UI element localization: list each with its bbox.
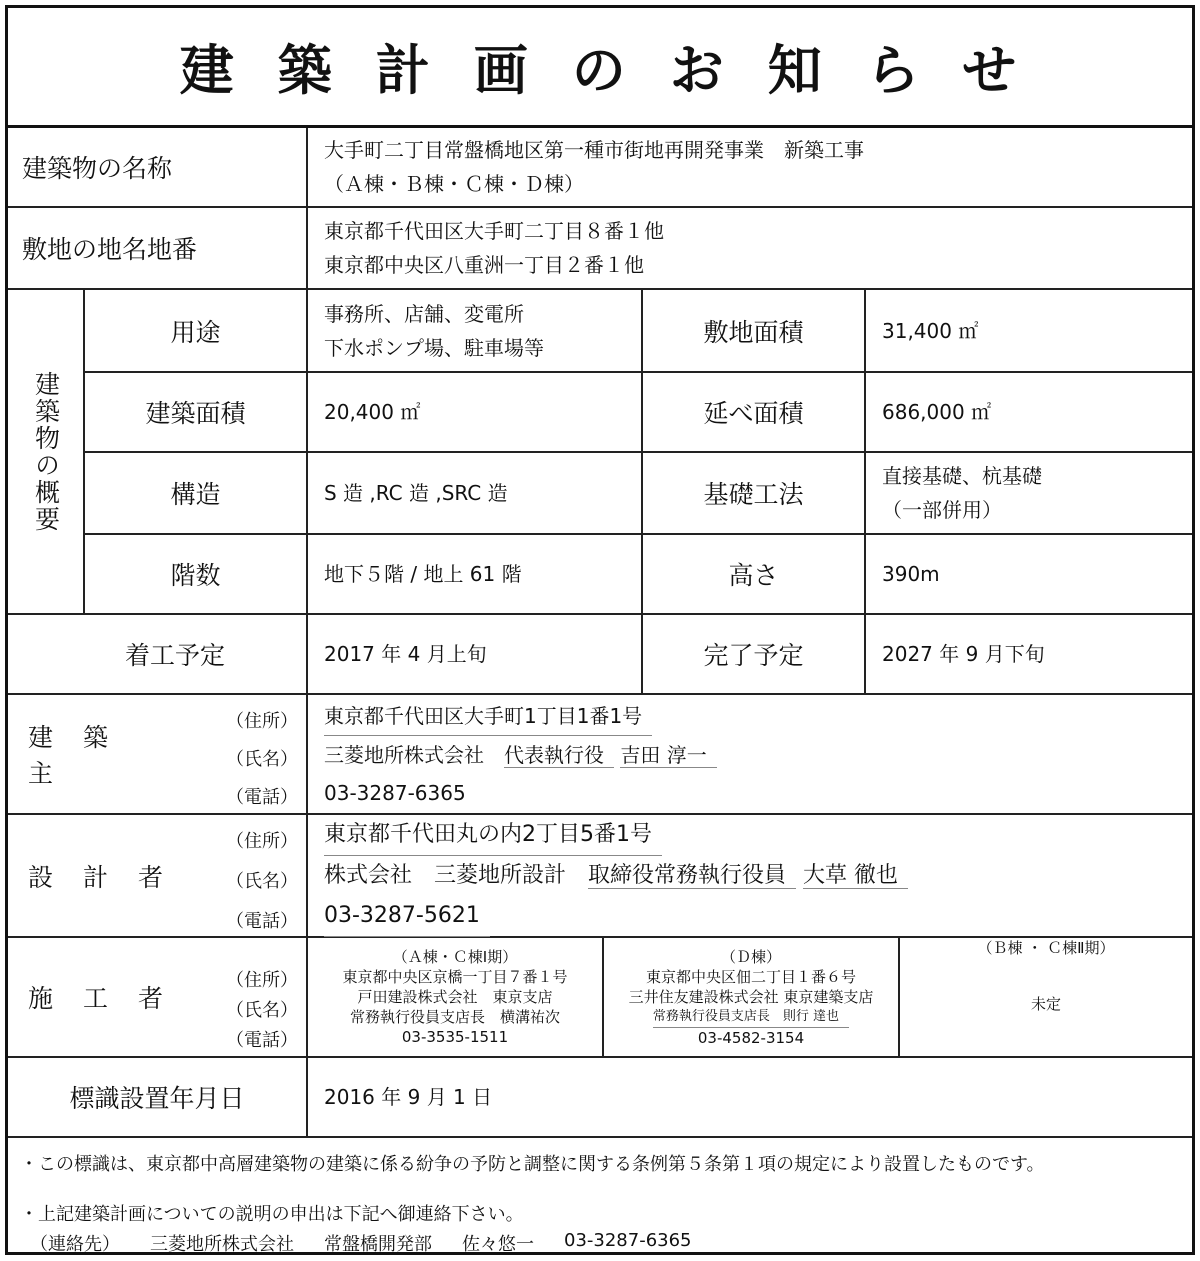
structure-value: S 造 ,RC 造 ,SRC 造 <box>308 453 643 535</box>
site-area-label: 敷地面積 <box>643 290 866 373</box>
use-line1: 事務所、店舗、変電所 <box>324 301 524 326</box>
contact-label: （連絡先） <box>30 1234 120 1255</box>
designer-value <box>308 815 1192 938</box>
page-title: 建築計画のお知らせ <box>8 8 1192 128</box>
start-value: 2017 年 4 月上旬 <box>308 615 643 695</box>
use-line2: 下水ポンプ場、駐車場等 <box>324 335 544 360</box>
foundation-value <box>866 453 1192 535</box>
building-name-value <box>308 128 1192 208</box>
name-sublabel: （氏名） <box>226 871 298 892</box>
foundation-line2: （一部併用） <box>882 498 1002 522</box>
sign-date-value: 2016 年 9 月 1 日 <box>308 1058 1192 1138</box>
contractor-heading: （Ａ棟・Ｃ棟Ⅰ期） <box>392 948 518 966</box>
designer-label: 設計者 <box>28 862 194 892</box>
contractor-heading: （Ｂ棟 ・ Ｃ棟Ⅱ期） <box>977 939 1115 957</box>
overview-label: 建築物の概要 <box>8 290 85 615</box>
site-area-value: 31,400 ㎡ <box>866 290 1192 373</box>
contractor-person: 常務執行役員支店長 横溝祐次 <box>349 1008 560 1026</box>
contractor-label: 施工者 <box>28 984 194 1013</box>
designer-title: 取締役常務執行役員 <box>588 863 796 889</box>
note-regulation: ・この標識は、東京都中高層建築物の建築に係る紛争の予防と調整に関する条例第５条第１項の規定により設置したものです。 <box>20 1154 1045 1175</box>
owner-label: 建築主 <box>28 723 139 788</box>
site-line1: 東京都千代田区大手町二丁目８番１他 <box>324 219 664 243</box>
use-value <box>308 290 643 373</box>
building-name-line1: 大手町二丁目常盤橋地区第一種市街地再開発事業 新築工事 <box>324 138 864 162</box>
foundation-line1: 直接基礎、杭基礎 <box>882 464 1042 488</box>
phone-sublabel: （電話） <box>226 911 298 932</box>
owner-value <box>308 695 1192 815</box>
structure-label: 構造 <box>85 453 308 535</box>
contractor-phone: 03-3535-1511 <box>401 1028 509 1046</box>
designer-phone: 03-3287-5621 <box>324 896 490 937</box>
contact-phone: 03-3287-6365 <box>564 1230 692 1251</box>
building-name-line2: （Ａ棟・Ｂ棟・Ｃ棟・Ｄ棟） <box>324 172 584 196</box>
contractor-heading: （Ｄ棟） <box>720 947 781 966</box>
contractor-company: 戸田建設株式会社 東京支店 <box>357 988 553 1006</box>
building-name-label: 建築物の名称 <box>8 128 308 208</box>
floors-label: 階数 <box>85 535 308 615</box>
building-area-label: 建築面積 <box>85 373 308 453</box>
name-sublabel: （氏名） <box>226 749 298 770</box>
notice-board <box>5 5 1195 1255</box>
owner-label-cell <box>8 695 308 815</box>
contractor-person: 常務執行役員支店長 則行 達也 <box>653 1007 849 1028</box>
name-sublabel: （氏名） <box>226 1000 298 1021</box>
contractor-phone: 03-4582-3154 <box>697 1028 805 1047</box>
site-label: 敷地の地名地番 <box>8 208 308 290</box>
contractor-label-cell <box>8 938 308 1058</box>
contact-person: 佐々悠一 <box>462 1234 534 1255</box>
contractor-column <box>308 938 604 1058</box>
owner-address: 東京都千代田区大手町1丁目1番1号 <box>324 697 652 736</box>
foundation-label: 基礎工法 <box>643 453 866 535</box>
contractor-column <box>900 938 1192 1058</box>
floors-value: 地下５階 / 地上 61 階 <box>308 535 643 615</box>
owner-phone: 03-3287-6365 <box>324 780 466 805</box>
phone-sublabel: （電話） <box>226 787 298 808</box>
designer-address: 東京都千代田丸の内2丁目5番1号 <box>324 815 662 856</box>
designer-company: 株式会社 三菱地所設計 <box>324 862 567 888</box>
site-value <box>308 208 1192 290</box>
completion-label: 完了予定 <box>643 615 866 695</box>
contractor-address: 東京都中央区京橋一丁目７番１号 <box>342 968 568 986</box>
address-sublabel: （住所） <box>226 831 298 852</box>
designer-person: 大草 徹也 <box>803 863 908 889</box>
contact-dept: 常盤橋開発部 <box>324 1234 432 1255</box>
contractor-column <box>604 938 900 1058</box>
address-sublabel: （住所） <box>226 970 298 991</box>
start-label: 着工予定 <box>8 615 308 695</box>
contractor-company: 三井住友建設株式会社 東京建築支店 <box>628 987 874 1006</box>
site-line2: 東京都中央区八重洲一丁目２番１他 <box>324 253 644 277</box>
owner-person: 吉田 淳一 <box>620 743 716 768</box>
contact-line <box>30 1230 692 1256</box>
height-label: 高さ <box>643 535 866 615</box>
contractor-address: 東京都中央区佃二丁目１番６号 <box>645 967 856 986</box>
floor-area-value: 686,000 ㎡ <box>866 373 1192 453</box>
owner-company: 三菱地所株式会社 <box>324 742 484 767</box>
contact-company: 三菱地所株式会社 <box>150 1234 294 1255</box>
designer-label-cell <box>8 815 308 938</box>
note-contact-instruction: ・上記建築計画についての説明の申出は下記へ御連絡下さい。 <box>20 1204 524 1225</box>
building-area-value: 20,400 ㎡ <box>308 373 643 453</box>
phone-sublabel: （電話） <box>226 1030 298 1051</box>
use-label: 用途 <box>85 290 308 373</box>
height-value: 390m <box>866 535 1192 615</box>
owner-title: 代表執行役 <box>504 743 614 768</box>
floor-area-label: 延べ面積 <box>643 373 866 453</box>
address-sublabel: （住所） <box>226 711 298 732</box>
sign-date-label: 標識設置年月日 <box>8 1058 308 1138</box>
contractor-undecided: 未定 <box>1030 995 1061 1013</box>
completion-value: 2027 年 9 月下旬 <box>866 615 1192 695</box>
